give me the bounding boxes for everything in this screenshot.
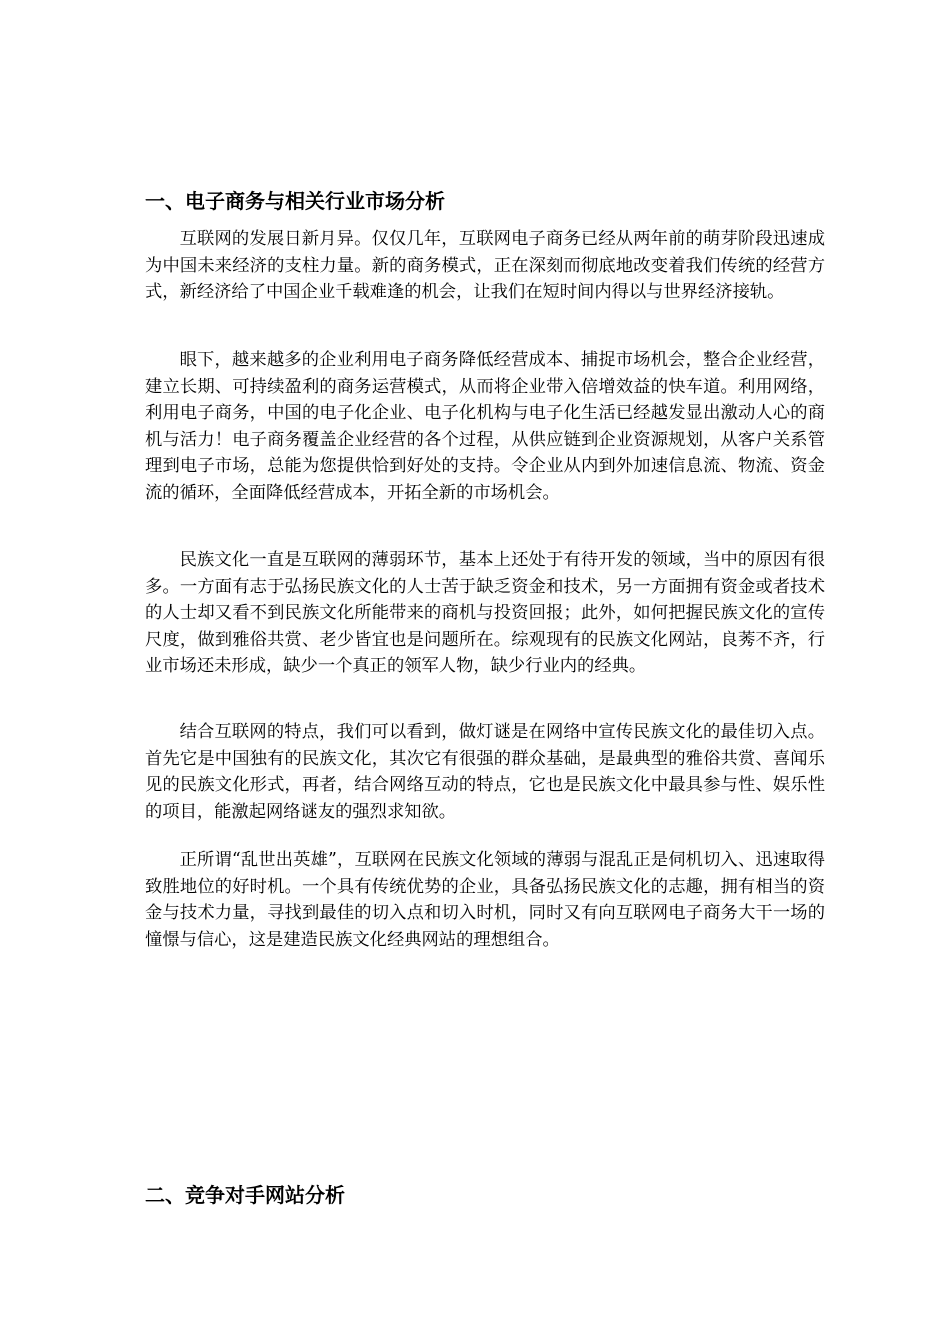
paragraph-opportunity: 正所谓“乱世出英雄”，互联网在民族文化领域的薄弱与混乱正是伺机切入、迅速取得致胜地位的好时机。一个具有传统优势的企业，具备弘扬民族文化的志趣，拥有相当的资金与技术力量，寻找到最佳的切入点和切入时机，同时又有向互联网电子商务大干一场的憧憬与信心，这是建造民族文化经典网站的理想组合。 [145, 850, 825, 950]
paragraph-ecommerce-benefits: 眼下，越来越多的企业利用电子商务降低经营成本、捕捉市场机会，整合企业经营，建立长期、可持续盈利的商务运营模式，从而将企业带入倍增效益的快车道。利用网络，利用电子商务，中国的电子化企业、电子化机构与电子化生活已经越发显出激动人心的商机与活力！电子商务覆盖企业经营的各个过程，从供应链到企业资源规划，从客户关系管理到电子市场，总能为您提供恰到好处的支持。令企业从内到外加速信息流、物流、资金流的循环，全面降低经营成本，开拓全新的市场机会。 [145, 350, 825, 503]
paragraph-ethnic-culture-weakness: 民族文化一直是互联网的薄弱环节，基本上还处于有待开发的领域，当中的原因有很多。一方面有志于弘扬民族文化的人士苦于缺乏资金和技术，另一方面拥有资金或者技术的人士却又看不到民族文化所能带来的商机与投资回报；此外，如何把握民族文化的宣传尺度，做到雅俗共赏、老少皆宜也是问题所在。综观现有的民族文化网站，良莠不齐，行业市场还未形成，缺少一个真正的领军人物，缺少行业内的经典。 [145, 550, 825, 677]
section-heading-market-analysis: 一、电子商务与相关行业市场分析 [145, 189, 445, 213]
section-heading-competitor-analysis: 二、竞争对手网站分析 [145, 1183, 345, 1207]
paragraph-lantern-riddles-entry-point: 结合互联网的特点，我们可以看到，做灯谜是在网络中宣传民族文化的最佳切入点。首先它是中国独有的民族文化，其次它有很强的群众基础，是最典型的雅俗共赏、喜闻乐见的民族文化形式，再者，结合网络互动的特点，它也是民族文化中最具参与性、娱乐性的项目，能激起网络谜友的强烈求知欲。 [145, 722, 825, 822]
paragraph-internet-development: 互联网的发展日新月异。仅仅几年，互联网电子商务已经从两年前的萌芽阶段迅速成为中国未来经济的支柱力量。新的商务模式，正在深刻而彻底地改变着我们传统的经营方式，新经济给了中国企业千载难逢的机会，让我们在短时间内得以与世界经济接轨。 [145, 229, 825, 303]
